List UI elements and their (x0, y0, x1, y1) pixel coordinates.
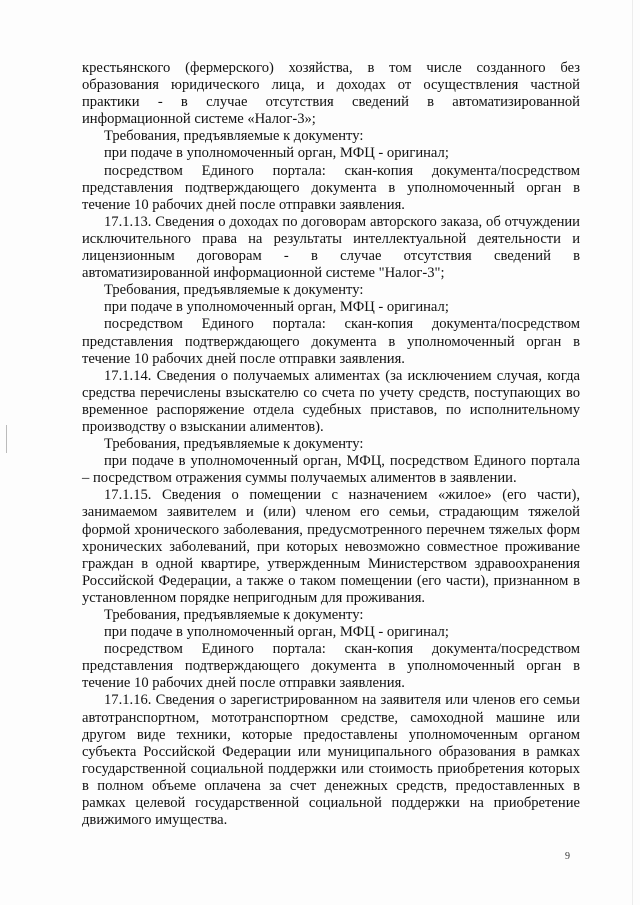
paragraph: при подаче в уполномоченный орган, МФЦ, посредством Единого портала – посредством отражения суммы получаемых алиментов в заявлении. (82, 453, 580, 487)
paragraph: посредством Единого портала: скан-копия документа/посредством представления подтверждающего документа в уполномоченный орган в течение 10 рабочих дней после отправки заявления. (82, 316, 580, 367)
paragraph: крестьянского (фермерского) хозяйства, в том числе созданного без образования юридического лица, и доходах от осуществления частной практики - в случае отсутствия сведений в автоматизированной информационной системе «Налог-3»; (82, 60, 580, 128)
paragraph: 17.1.13. Сведения о доходах по договорам авторского заказа, об отчуждении исключительного права на результаты интеллектуальной деятельности и лицензионным договорам - в случае отсутствия сведений в автоматизированной информационной системе "Налог-3"; (82, 213, 580, 282)
paragraph: при подаче в уполномоченный орган, МФЦ - оригинал; (104, 145, 449, 162)
paragraph: посредством Единого портала: скан-копия документа/посредством представления подтверждающего документа в уполномоченный орган в течение 10 рабочих дней после отправки заявления. (82, 641, 580, 692)
paragraph: Требования, предъявляемые к документу: (104, 607, 364, 623)
page-number: 9 (565, 851, 570, 862)
scan-edge-mark (6, 425, 7, 453)
paragraph: Требования, предъявляемые к документу: (104, 128, 364, 145)
paragraph: Требования, предъявляемые к документу: (104, 282, 364, 299)
paragraph: при подаче в уполномоченный орган, МФЦ - оригинал; (104, 299, 449, 316)
paragraph: Требования, предъявляемые к документу: (104, 436, 364, 453)
paragraph: 17.1.14. Сведения о получаемых алиментах (за исключением случая, когда средства перечислены взыскателю со счета по учету средств, поступающих во временное распоряжение отдела судебных приставов, по исполнительному производству о взыскании алиментов). (82, 367, 580, 435)
scan-edge-shadow (632, 0, 633, 905)
paragraph: 17.1.16. Сведения о зарегистрированном на заявителя или членов его семьи автотранспортном, мототранспортном средстве, самоходной машине или другом виде техники, которые предоставлены уполномоченным органом субъекта Российской Федерации или муниципального образования в рамках государственной социальной поддержки или стоимость приобретения которых в полном объеме оплачена за счет денежных средств, предоставленных в рамках целевой государственной социальной поддержки на приобретение движимого имущества. (82, 692, 580, 829)
paragraph: при подаче в уполномоченный орган, МФЦ - оригинал; (104, 624, 449, 641)
paragraph: посредством Единого портала: скан-копия документа/посредством представления подтверждающего документа в уполномоченный орган в течение 10 рабочих дней после отправки заявления. (82, 162, 580, 213)
paragraph: 17.1.15. Сведения о помещении с назначением «жилое» (его части), занимаемом заявителем и (или) членом его семьи, страдающим тяжелой формой хронического заболевания, предусмотренного перечнем тяжелых форм хронических заболеваний, при которых невозможно совместное проживание граждан в одной квартире, утвержденным Министерством здравоохранения Российской Федерации, а также о таком помещении (его части), признанном в установленном порядке непригодным для проживания. (82, 487, 580, 606)
document-body (82, 60, 580, 829)
